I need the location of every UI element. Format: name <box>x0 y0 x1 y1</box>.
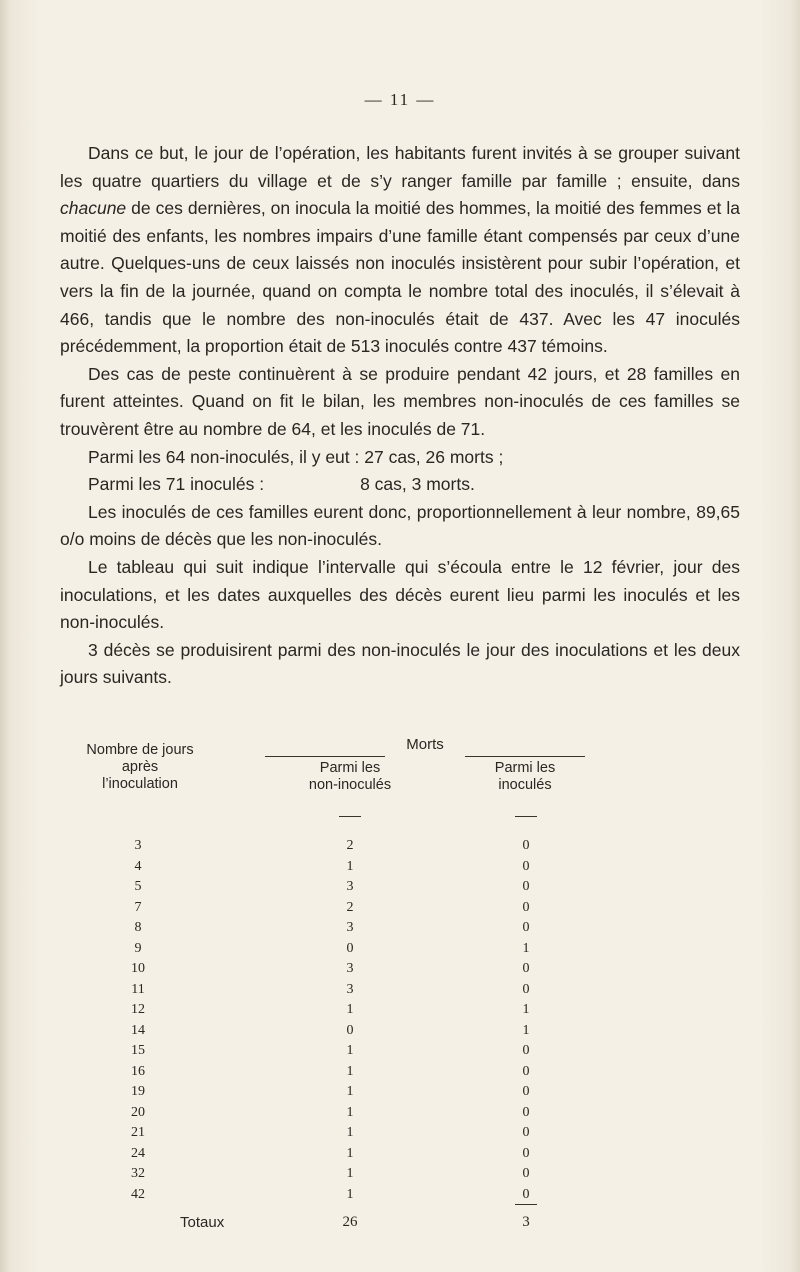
header-dash <box>339 816 361 817</box>
totals-rule <box>515 1204 537 1205</box>
paragraph-2: Des cas de peste continuèrent à se produire pendant 42 jours, et 28 familles en furent atteintes. Quand on fit le bilan, les membres non-inoculés de ces familles se trouvèrent être au nombre de 64, et les inoculés de 71. <box>60 363 740 439</box>
table-body <box>60 836 740 1205</box>
totals-label: Totaux <box>180 1214 225 1231</box>
header-days: Nombre de jours après l’inoculation <box>86 742 194 792</box>
table-row: 8 3 0 <box>134 920 530 935</box>
table-row: 5 3 0 <box>134 879 530 894</box>
page-number: — 11 — <box>364 90 436 109</box>
table-header <box>60 736 740 836</box>
paragraph-4: Le tableau qui suit indique l’intervalle qui s’écoula entre le 12 février, jour des inoculations, et les dates auxquelles des décès eurent lieu parmi les inoculés et les non-inoculés. <box>60 556 740 633</box>
header-morts: Morts <box>406 736 444 753</box>
table-row: 4 1 0 <box>134 858 530 874</box>
table-row: 19 1 0 <box>131 1084 530 1099</box>
header-inoculated: Parmi les inoculés <box>494 760 556 793</box>
table-row: 24 1 0 <box>131 1145 530 1161</box>
table-row: 15 1 0 <box>131 1043 530 1058</box>
total-inoculated: 3 <box>522 1214 530 1230</box>
table-row: 9 0 1 <box>134 940 530 956</box>
table-row: 3 2 0 <box>134 838 530 853</box>
header-brace-left <box>265 756 385 757</box>
stat-line-inoculated: Parmi les 71 inoculés : 8 cas, 3 morts. <box>88 474 475 495</box>
table-row: 42 1 0 <box>131 1186 530 1202</box>
table-totals <box>60 1204 740 1234</box>
table-row: 7 2 0 <box>134 899 530 915</box>
table-row: 21 1 0 <box>131 1125 530 1140</box>
table-row: 32 1 0 <box>131 1166 530 1181</box>
paragraph-1: Dans ce but, le jour de l’opération, les habitants furent invités à se grouper suivant les quatre quartiers du village et de s’y ranger famille par famille ; ensuite, dans chacune de ces dernières, on inocula la moitié des hommes, la moitié des femmes et la moitié des enfants, les nombres impairs d’une famille étant compensés par ceux d’une autre. Quelques-uns de ceux laissés non inoculés insistèrent pour subir l’opération, et vers la fin de la journée, quand on compta le nombre total des inoculés, il s’élevait à 466, tandis que le nombre des non-inoculés était de 437. Avec les 47 inoculés précédemment, la proportion était de 513 inoculés contre 437 témoins. <box>60 143 740 357</box>
table-row: 10 3 0 <box>131 961 530 976</box>
table-row: 16 1 0 <box>131 1063 530 1079</box>
header-dash <box>515 816 537 817</box>
stat-line-non-inoculated: Parmi les 64 non-inoculés, il y eut : 27 cas, 26 morts ; <box>88 446 504 467</box>
body-text <box>60 140 740 692</box>
mortality-table <box>60 736 740 1231</box>
emphasis-chacune: chacune <box>60 198 127 219</box>
paragraph-5: 3 décès se produisirent parmi des non-inoculés le jour des inoculations et les deux jours suivants. <box>60 639 740 688</box>
paragraph-3: Les inoculés de ces familles eurent donc, proportionnellement à leur nombre, 89,65 o/o moins de décès que les non-inoculés. <box>60 501 740 550</box>
table-row: 11 3 0 <box>131 981 530 997</box>
table-row: 14 0 1 <box>131 1022 530 1038</box>
header-non-inoculated: Parmi les non-inoculés <box>308 760 392 793</box>
total-non-inoculated: 26 <box>342 1214 358 1230</box>
table-row: 12 1 1 <box>131 1002 530 1017</box>
table-row: 20 1 0 <box>131 1104 530 1120</box>
header-brace-right <box>465 756 585 757</box>
